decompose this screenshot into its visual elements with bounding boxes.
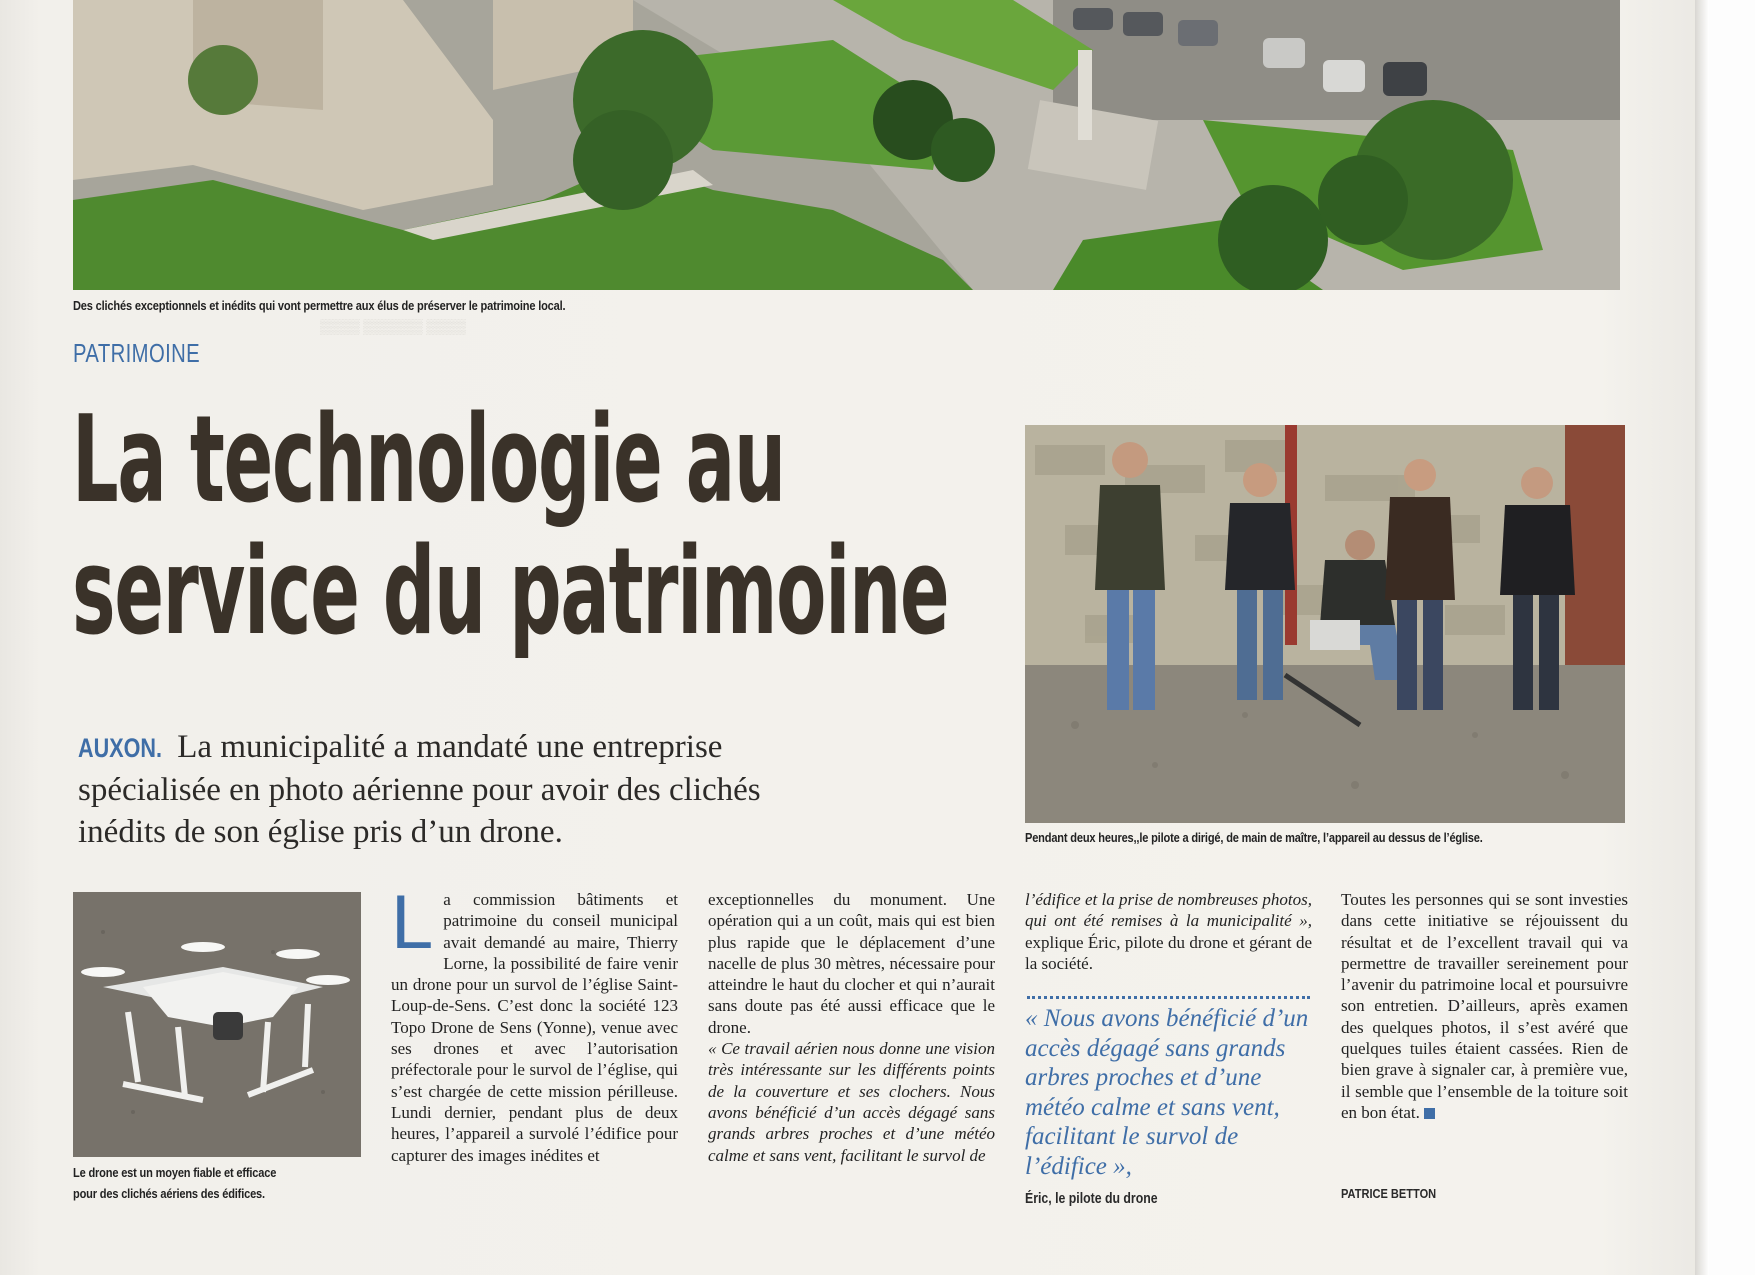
drone-photo-caption-line-1: Le drone est un moyen fiable et efficace: [73, 1165, 277, 1180]
drop-cap: L: [391, 880, 434, 965]
standfirst: [78, 726, 818, 853]
people-photo-caption: Pendant deux heures,,le pilote a dirigé, de main de maître, l’appareil au dessus de l’église.: [1025, 830, 1483, 845]
byline: PATRICE BETTON: [1341, 1186, 1437, 1201]
top-photo-caption: Des clichés exceptionnels et inédits qui vont permettre aux élus de préserver le patrimoine local.: [73, 298, 566, 313]
scan-margin: [1709, 0, 1755, 1275]
column-4-text: Toutes les personnes qui se sont investies dans cette initiative se réjouissent du résultat et de l’excellent travail qui va permettre de travailler sereinement pour l’avenir du patrimoine local et poursuivre son entretien. D’ailleurs, après examen des quelques photos, il s’est avéré que quelques tuiles étaient cassées. Rien de bien grave à signaler car, à première vue, il semble que l’ensemble de la toiture soit en bon état.: [1341, 890, 1628, 1122]
pilot-group-photo: [1025, 425, 1625, 823]
end-mark-icon: [1424, 1108, 1435, 1119]
article-column-2: [708, 889, 995, 1166]
column-3-quote: l’édifice et la prise de nombreuses photos, qui ont été remises à la municipalité »,: [1025, 890, 1312, 931]
pullquote: « Nous avons bénéficié d’un accès dégagé sans grands arbres proches et d’une météo calme et sans vent, facilitant le survol de l’édifice »,: [1025, 1005, 1309, 1180]
pullquote-rule: [1027, 996, 1310, 999]
column-2-quote: « Ce travail aérien nous donne une vision très intéressante sur les différents points de la couverture et ses clochers. Nous avons bénéficié d’un accès dégagé sans grands arbres proches et d’une météo calme et sans vent, facilitant le survol de: [708, 1039, 995, 1165]
pilot-group-illustration: [1025, 425, 1625, 823]
standfirst-location: AUXON.: [78, 733, 163, 763]
article-column-3: [1025, 889, 1312, 974]
drone-photo-caption-line-2: pour des clichés aériens des édifices.: [73, 1186, 265, 1201]
article-column-1: [391, 880, 678, 1166]
standfirst-text: La municipalité a mandaté une entreprise spécialisée en photo aérienne pour avoir des clichés inédits de son église pris d’un drone.: [78, 729, 761, 850]
aerial-church-photo: [73, 0, 1620, 290]
column-2-text: exceptionnelles du monument. Une opération qui a un coût, mais qui est bien plus rapide que le déplacement d’une nacelle de plus 30 mètres, nécessaire pour atteindre le haut du clocher et qui n’aurait sans doute pas été aussi efficace que le drone.: [708, 890, 995, 1037]
drone-photo: [73, 892, 361, 1157]
headline: [72, 391, 949, 662]
column-3-text: explique Éric, pilote du drone et gérant de la société.: [1025, 932, 1312, 973]
column-1-text: a commission bâtiments et patrimoine du conseil municipal avait demandé au maire, Thierry Lorne, la possibilité de faire venir un drone pour un survol de l’église Saint-Loup-de-Sens. C’est donc la société 123 Topo Drone de Sens (Yonne), venue avec ses drones et avec l’autorisation préfectorale pour le survol de l’église, qui s’est chargée de cette mission périlleuse. Lundi dernier, pendant plus de deux heures, l’appareil a survolé l’édifice pour capturer des images inédites et: [391, 890, 678, 1165]
headline-line-1: La technologie au: [72, 391, 785, 530]
drone-illustration: [73, 892, 361, 1157]
article-column-4: [1341, 889, 1628, 1123]
bleed-through: ▒▒▒▒ ▒▒▒▒▒▒ ▒▒▒▒: [320, 320, 466, 335]
pullquote-attribution: Éric, le pilote du drone: [1025, 1190, 1158, 1207]
headline-line-2: service du patrimoine: [72, 523, 949, 662]
aerial-church-illustration: [73, 0, 1620, 290]
page-edge: [1695, 0, 1709, 1275]
section-label: PATRIMOINE: [73, 338, 201, 368]
